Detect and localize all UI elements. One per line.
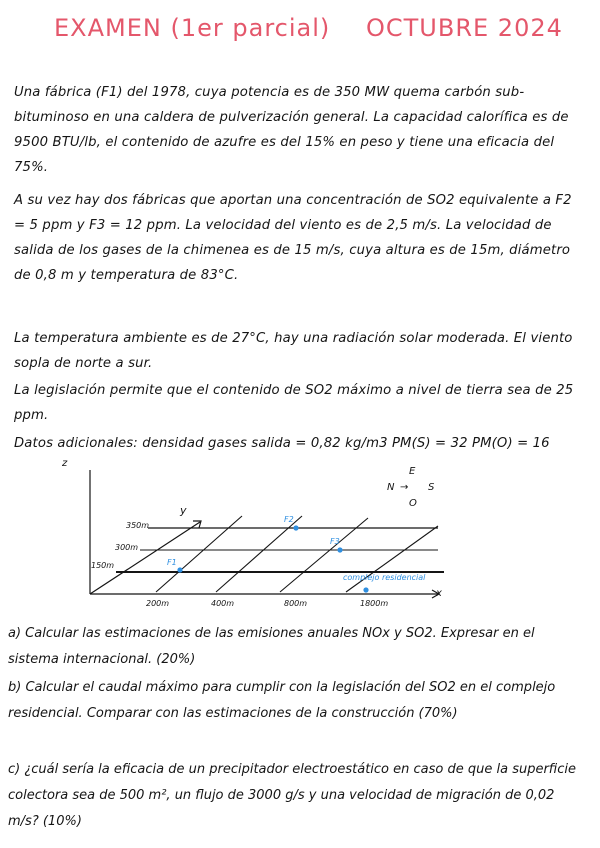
x-axis-label: x (436, 588, 442, 599)
x-tick-800: 800m (284, 599, 308, 608)
f1-marker (177, 567, 182, 572)
compass-north: N (387, 482, 395, 493)
f2-label: F2 (284, 515, 294, 524)
f3-label: F3 (330, 537, 340, 546)
x-tick-200: 200m (146, 599, 170, 608)
statement-paragraph-2: A su vez hay dos fábricas que aportan una concentración de SO2 equivalente a F2 = 5 ppm y F3 = 12 ppm. La velocidad del viento es de 2,5 m/s. La velocidad de salida de los gases de la chimenea es de 15 m/s, cuya altura es de 15m, diámetro de 0,8 m y temperatura de 83°C. (14, 193, 572, 283)
f1-label: F1 (167, 558, 177, 567)
grid-diagonal-4 (346, 526, 438, 592)
question-a: a) Calcular las estimaciones de las emisiones anuales NOx y SO2. Expresar en el sistema internacional. (20%) (8, 626, 535, 667)
compass-arrow: → (400, 482, 409, 493)
y-tick-300: 300m (115, 543, 139, 552)
y-axis-label: y (180, 504, 187, 517)
x-tick-400: 400m (211, 599, 235, 608)
residential-complex-marker (363, 587, 368, 592)
statement-paragraph-1: Una fábrica (F1) del 1978, cuya potencia es de 350 MW quema carbón sub-bituminoso en una caldera de pulverización general. La capacidad calorífica es de 9500 BTU/lb, el contenido de azufre es del 15% en peso y tiene una eficacia del 75%. (14, 85, 569, 175)
x-tick-1800: 1800m (360, 599, 389, 608)
site-diagram (56, 456, 456, 616)
compass-south: S (428, 482, 435, 493)
statement-paragraph-4: La legislación permite que el contenido de SO2 máximo a nivel de tierra sea de 25 ppm. (14, 383, 574, 423)
question-b: b) Calcular el caudal máximo para cumplir con la legislación del SO2 en el complejo residencial. Comparar con las estimaciones de la construcción (70%) (8, 680, 556, 721)
f3-marker (337, 547, 342, 552)
y-tick-150: 150m (91, 561, 115, 570)
y-axis (90, 522, 200, 594)
y-tick-350: 350m (126, 521, 150, 530)
compass-west: O (409, 498, 417, 509)
statement-paragraph-3: La temperatura ambiente es de 27°C, hay una radiación solar moderada. El viento sopla de norte a sur. (14, 331, 573, 371)
question-c: c) ¿cuál sería la eficacia de un precipitador electroestático en caso de que la superficie colectora sea de 500 m², un flujo de 3000 g/s y una velocidad de migración de 0,02 m/s? (10%) (8, 762, 576, 829)
exam-header (0, 14, 600, 58)
exam-title: EXAMEN (1er parcial) (54, 14, 331, 42)
additional-data: Datos adicionales: densidad gases salida = 0,82 kg/m3 PM(S) = 32 PM(O) = 16 (14, 436, 550, 451)
f2-marker (293, 525, 298, 530)
compass-east: E (409, 466, 416, 477)
z-axis-label: z (62, 458, 68, 469)
residential-complex-label: complejo residencial (343, 573, 426, 582)
exam-date: OCTUBRE 2024 (366, 14, 563, 42)
